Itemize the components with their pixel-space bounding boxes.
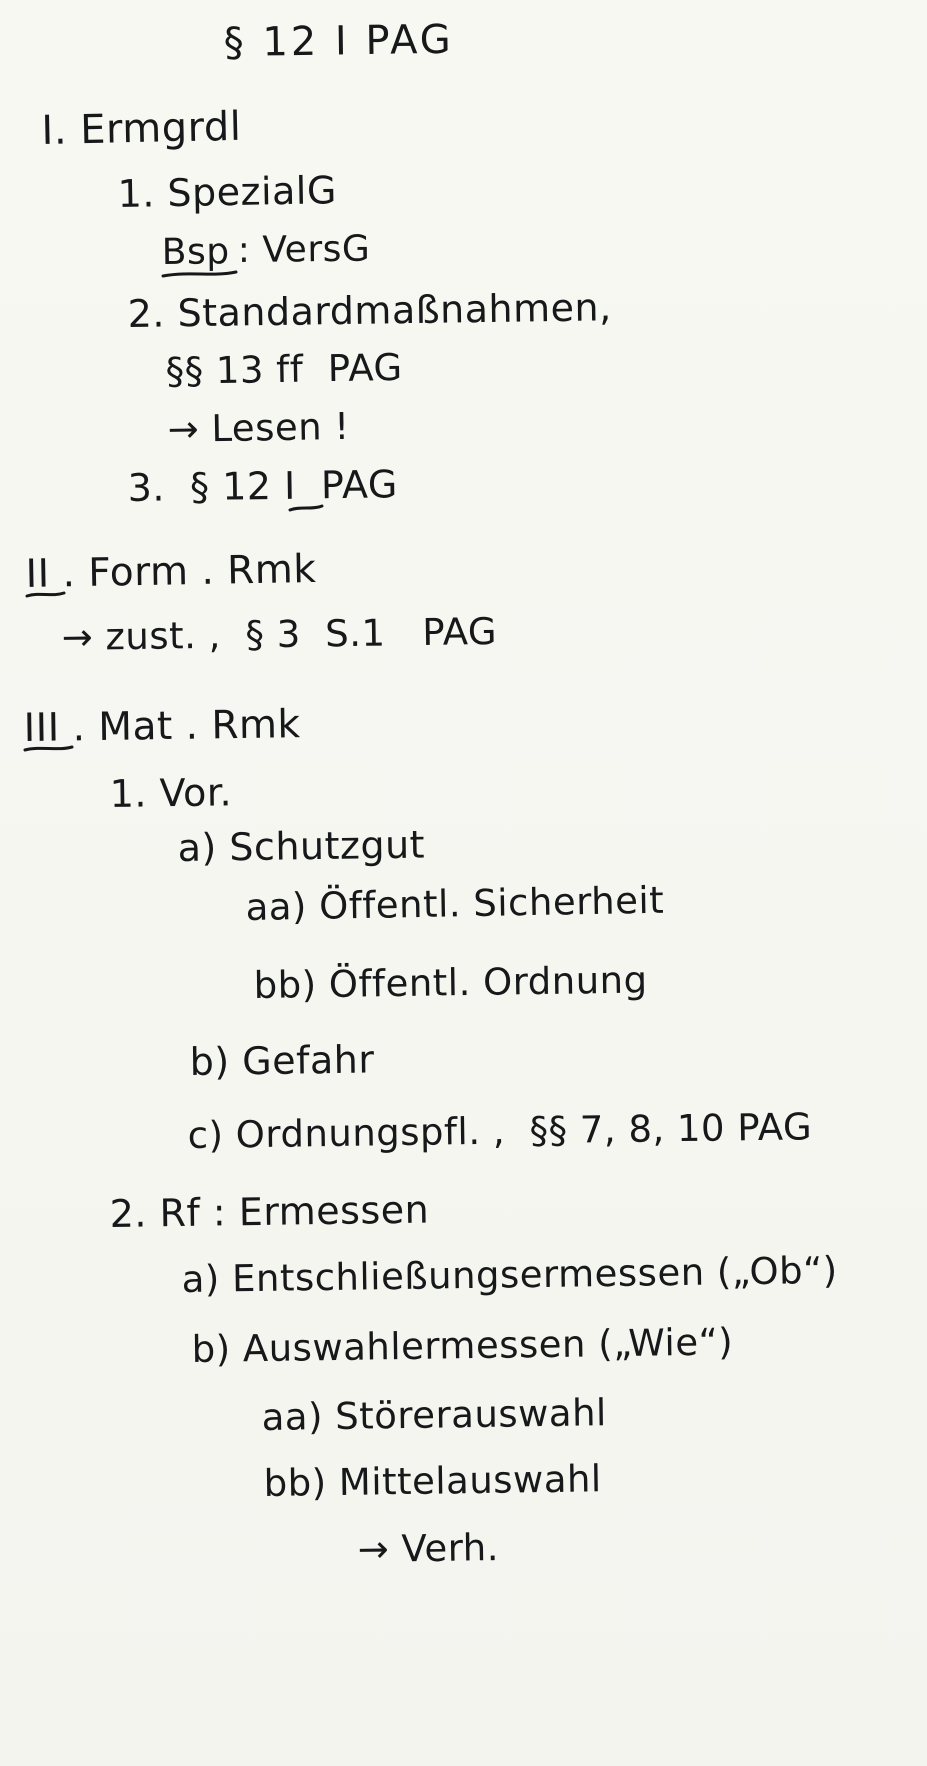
item-iii-1-vor: 1. Vor. <box>109 770 233 816</box>
item-iii-2-a-entschliessungsermessen: a) Entschließungsermessen („Ob“) <box>181 1248 838 1301</box>
value-bsp-versg: : VersG <box>237 228 371 271</box>
item-i-2-standardmassnahmen: 2. Standardmaßnahmen, <box>127 285 612 336</box>
heading-i-ermgrdl: I. Ermgrdl <box>41 103 242 154</box>
heading-ii-form-rmk: II . Form . Rmk <box>25 546 317 597</box>
item-i-3-paragraph-12-i-pag: 3. § 12 I PAG <box>127 462 399 510</box>
note-verhaeltnismaessigkeit: → Verh. <box>357 1526 500 1571</box>
item-iii-2-rf-ermessen: 2. Rf : Ermessen <box>109 1187 430 1236</box>
reference-paragraphs-13ff-pag: §§ 13 ff PAG <box>165 345 403 393</box>
page-title: § 12 I PAG <box>223 16 455 66</box>
item-iii-1-b-gefahr: b) Gefahr <box>189 1037 375 1084</box>
item-iii-1-c-ordnungspflicht: c) Ordnungspfl. , §§ 7, 8, 10 PAG <box>187 1105 813 1157</box>
item-iii-1-a-schutzgut: a) Schutzgut <box>177 822 426 870</box>
note-zustaendigkeit: → zust. , § 3 S.1 PAG <box>61 609 498 659</box>
item-iii-2-b-aa-stoererauswahl: aa) Störerauswahl <box>261 1391 608 1439</box>
item-iii-1-a-bb-oeffentliche-ordnung: bb) Öffentl. Ordnung <box>253 958 648 1007</box>
item-iii-2-b-auswahlermessen: b) Auswahlermessen („Wie“) <box>191 1320 734 1371</box>
label-bsp: Bsp <box>161 231 230 273</box>
heading-iii-mat-rmk: III . Mat . Rmk <box>23 702 301 751</box>
item-iii-2-b-bb-mittelauswahl: bb) Mittelauswahl <box>263 1457 602 1505</box>
note-lesen: → Lesen ! <box>167 404 351 451</box>
item-i-1-spezialg: 1. SpezialG <box>117 168 338 216</box>
item-iii-1-a-aa-oeffentliche-sicherheit: aa) Öffentl. Sicherheit <box>245 878 665 929</box>
